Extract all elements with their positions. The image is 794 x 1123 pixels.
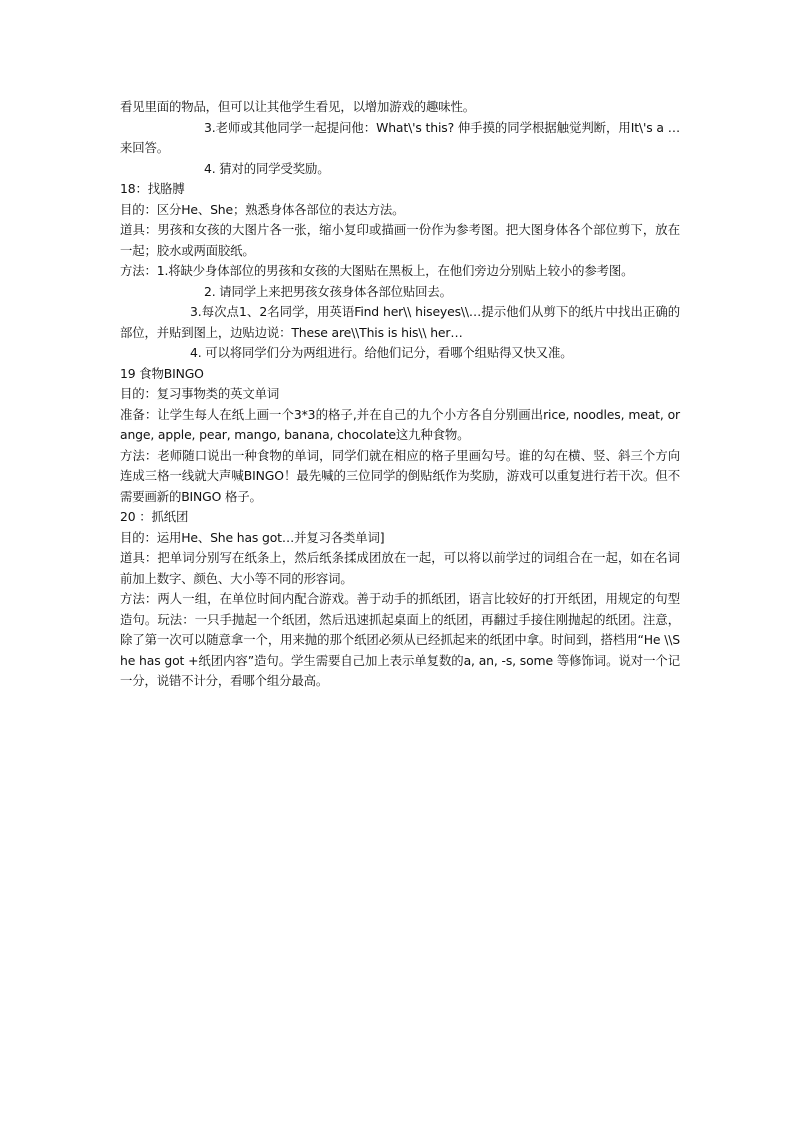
paragraph-19-prep: 准备：让学生每人在纸上画一个3*3的格子,并在自己的九个小方各自分别画出rice, noodles, meat, orange, apple, pear, mango, banana, chocolate这九种食物。	[120, 406, 680, 442]
paragraph-18-purpose: 目的：区分He、She；熟悉身体各部位的表达方法。	[120, 201, 405, 217]
paragraph-18-method-1: 方法：1.将缺少身体部位的男孩和女孩的大图贴在黑板上，在他们旁边分别贴上较小的参考图。	[120, 263, 634, 278]
paragraph-step-3-ask: 3.老师或其他同学一起提问他：What\'s this? 伸手摸的同学根据触觉判断，用It\'s a … 来回答。	[120, 119, 680, 155]
paragraph-step-4-reward: 4. 猜对的同学受奖励。	[204, 160, 330, 176]
paragraph-18-method-3: 3.每次点1、2名同学，用英语Find her\\ hiseyes\\…提示他们从剪下的纸片中找出正确的部位，并贴到图上，边贴边说：These are\\This is his\\ her…	[120, 304, 680, 340]
paragraph-20-purpose: 目的：运用He、She has got…并复习各类单词]	[120, 529, 385, 545]
section-heading-18: 18：找胳膊	[120, 181, 185, 196]
paragraph-20-props: 道具：把单词分别写在纸条上，然后纸条揉成团放在一起，可以将以前学过的词组合在一起，如在名词前加上数字、颜色、大小等不同的形容词。	[120, 550, 680, 586]
paragraph-18-method-2: 2. 请同学上来把男孩女孩身体各部位贴回去。	[204, 283, 452, 299]
paragraph-19-purpose: 目的：复习事物类的英文单词	[120, 386, 280, 401]
paragraph-intro-continuation: 看见里面的物品，但可以让其他学生看见，以增加游戏的趣味性。	[120, 99, 475, 114]
section-heading-20: 20 ：抓纸团	[120, 509, 189, 524]
paragraph-18-props: 道具：男孩和女孩的大图片各一张，缩小复印或描画一份作为参考图。把大图身体各个部位剪下，放在一起；胶水或两面胶纸。	[120, 222, 680, 258]
paragraph-19-method: 方法：老师随口说出一种食物的单词，同学们就在相应的格子里画勾号。谁的勾在横、竖、斜三个方向连成三格一线就大声喊BINGO！最先喊的三位同学的倒贴纸作为奖励，游戏可以重复进行若干次。但不需要画新的BINGO 格子。	[120, 447, 680, 504]
section-heading-19: 19 食物BINGO	[120, 365, 204, 381]
paragraph-20-method: 方法：两人一组，在单位时间内配合游戏。善于动手的抓纸团，语言比较好的打开纸团，用规定的句型造句。玩法：一只手抛起一个纸团，然后迅速抓起桌面上的纸团，再翻过手接住刚抛起的纸团。注意，除了第一次可以随意拿一个，用来抛的那个纸团必须从已经抓起来的纸团中拿。时间到，搭档用“He \\She has got +纸团内容”造句。学生需要自己加上表示单复数的a, an, -s, some 等修饰词。说对一个记一分，说错不计分，看哪个组分最高。	[120, 591, 680, 688]
paragraph-18-method-4: 4. 可以将同学们分为两组进行。给他们记分，看哪个组贴得又快又准。	[190, 345, 573, 360]
document-body	[120, 97, 680, 692]
